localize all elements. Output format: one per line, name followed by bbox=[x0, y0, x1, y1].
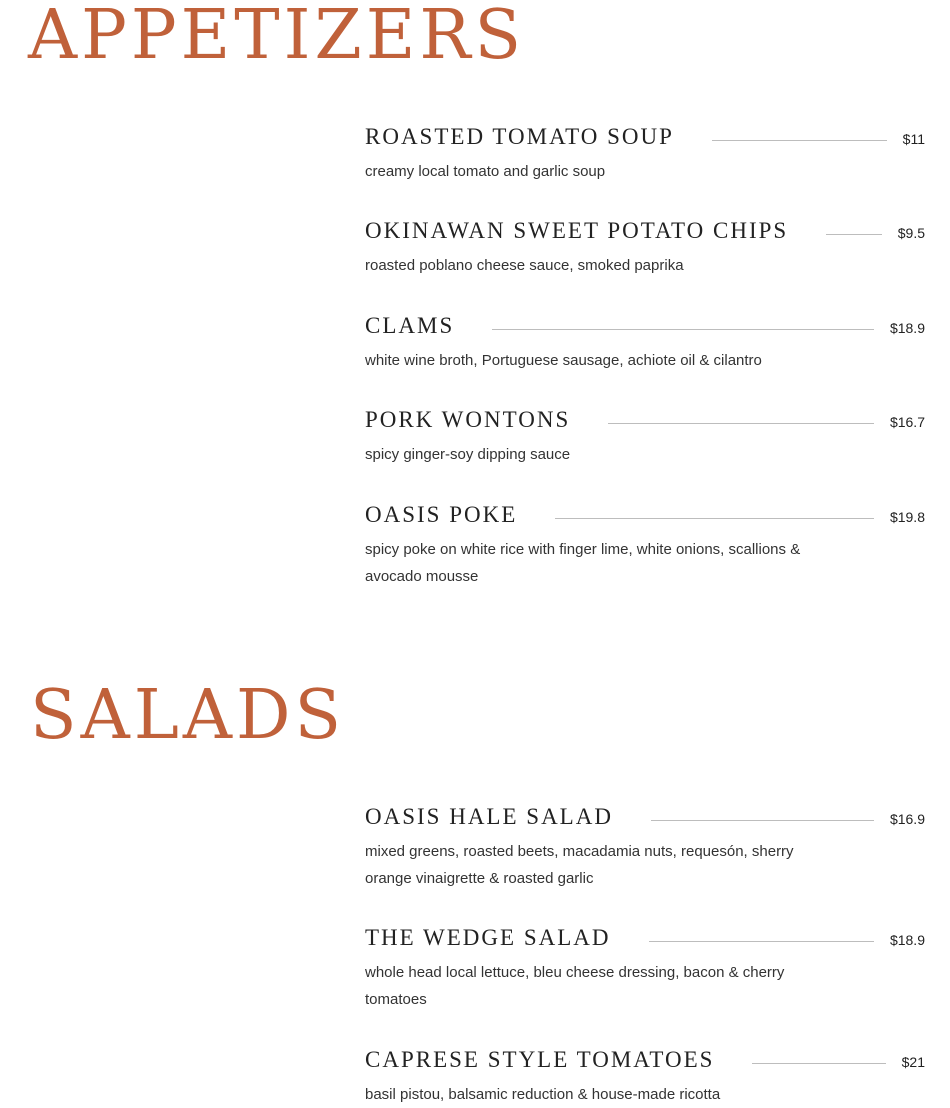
item-price: $21 bbox=[901, 1054, 925, 1070]
item-price: $9.5 bbox=[897, 225, 925, 241]
leader-line bbox=[555, 518, 874, 519]
leader-line bbox=[712, 140, 887, 141]
item-price: $18.9 bbox=[889, 320, 925, 336]
item-description: basil pistou, balsamic reduction & house-made ricotta bbox=[365, 1086, 721, 1103]
item-name: OASIS HALE SALAD bbox=[365, 804, 613, 829]
item-description: spicy poke on white rice with finger lime, white onions, scallions & avocado mousse bbox=[365, 541, 801, 585]
item-price: $16.7 bbox=[889, 414, 925, 430]
item-name: ROASTED TOMATO SOUP bbox=[365, 124, 674, 149]
menu-item bbox=[365, 924, 925, 1013]
menu-item bbox=[365, 217, 925, 279]
leader-line bbox=[826, 234, 882, 235]
item-name: OKINAWAN SWEET POTATO CHIPS bbox=[365, 218, 789, 243]
item-name: CLAMS bbox=[365, 313, 455, 338]
item-price: $16.9 bbox=[889, 811, 925, 827]
item-description: roasted poblano cheese sauce, smoked paprika bbox=[365, 257, 684, 274]
section-title-salads: SALADS bbox=[30, 676, 346, 755]
item-description: white wine broth, Portuguese sausage, achiote oil & cilantro bbox=[365, 352, 762, 369]
item-price: $19.8 bbox=[889, 509, 925, 525]
item-price: $18.9 bbox=[889, 932, 925, 948]
leader-line bbox=[608, 423, 874, 424]
menu-item bbox=[365, 1046, 925, 1108]
item-name: PORK WONTONS bbox=[365, 407, 571, 432]
item-description: mixed greens, roasted beets, macadamia nuts, requesón, sherry orange vinaigrette & roasted garlic bbox=[365, 843, 794, 887]
leader-line bbox=[651, 820, 874, 821]
menu-item bbox=[365, 312, 925, 374]
menu-item bbox=[365, 123, 925, 185]
menu-item bbox=[365, 803, 925, 892]
item-description: spicy ginger-soy dipping sauce bbox=[365, 446, 571, 463]
item-description: whole head local lettuce, bleu cheese dressing, bacon & cherry tomatoes bbox=[365, 964, 785, 1008]
section-title-appetizers: APPETIZERS bbox=[28, 0, 526, 75]
item-name: OASIS POKE bbox=[365, 502, 518, 527]
item-description: creamy local tomato and garlic soup bbox=[365, 163, 606, 180]
item-name: THE WEDGE SALAD bbox=[365, 925, 611, 950]
item-price: $11 bbox=[902, 131, 925, 147]
leader-line bbox=[492, 329, 874, 330]
leader-line bbox=[752, 1063, 885, 1064]
menu-item bbox=[365, 501, 925, 590]
leader-line bbox=[649, 941, 874, 942]
menu-item bbox=[365, 406, 925, 468]
item-name: CAPRESE STYLE TOMATOES bbox=[365, 1047, 715, 1072]
